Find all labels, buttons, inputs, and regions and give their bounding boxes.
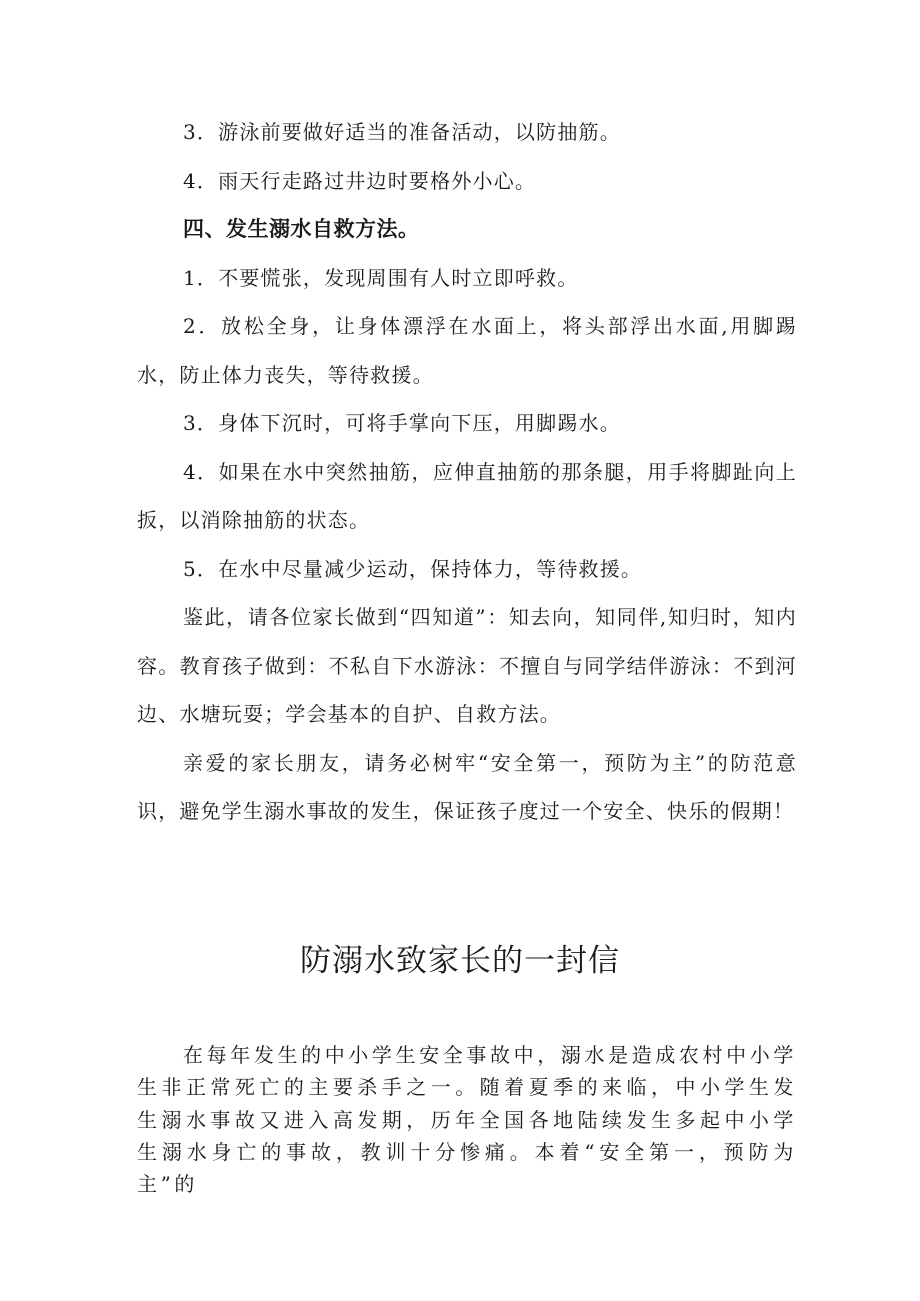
rescue-step-3: 3．身体下沉时，可将手掌向下压，用脚踢水。 — [183, 411, 621, 435]
tip-item-4: 4．雨天行走路过井边时要格外小心。 — [183, 168, 537, 193]
closing-paragraph: 亲爱的家长朋友，请务必树牢“安全第一，预防为主”的防范意识，避免学生溺水事故的发生，保证孩子度过一个安全、快乐的假期！ — [137, 750, 797, 823]
rescue-step-5: 5．在水中尽量减少运动，保持体力，等待救援。 — [183, 556, 643, 581]
previous-letter-body — [137, 108, 797, 836]
rescue-step-2: 2．放松全身，让身体漂浮在水面上，将头部浮出水面,用脚踢水，防止体力丧失，等待救援。 — [137, 314, 797, 387]
letter-body — [137, 1039, 797, 1200]
tip-item-3: 3．游泳前要做好适当的准备活动，以防抽筋。 — [183, 120, 621, 144]
intro-paragraph: 在每年发生的中小学生安全事故中，溺水是造成农村中小学生非正常死亡的主要杀手之一。随着夏季的来临，中小学生发生溺水事故又进入高发期，历年全国各地陆续发生多起中小学生溺水身亡的事故，教训十分惨痛。本着“安全第一，预防为主”的 — [137, 1043, 797, 1197]
letter-title: 防溺水致家长的一封信 — [300, 943, 620, 979]
rescue-step-1: 1．不要慌张，发现周围有人时立即呼救。 — [183, 265, 579, 290]
parent-guidance-paragraph: 鉴此，请各位家长做到“四知道”：知去向，知同伴,知归时，知内容。教育孩子做到：不私自下水游泳：不擅自与同学结伴游泳：不到河边、水塘玩耍；学会基本的自护、自救方法。 — [137, 605, 797, 726]
rescue-step-4: 4．如果在水中突然抽筋，应伸直抽筋的那条腿，用手将脚趾向上扳，以消除抽筋的状态。 — [137, 459, 797, 532]
section-heading-self-rescue: 四、发生溺水自救方法。 — [183, 217, 420, 241]
